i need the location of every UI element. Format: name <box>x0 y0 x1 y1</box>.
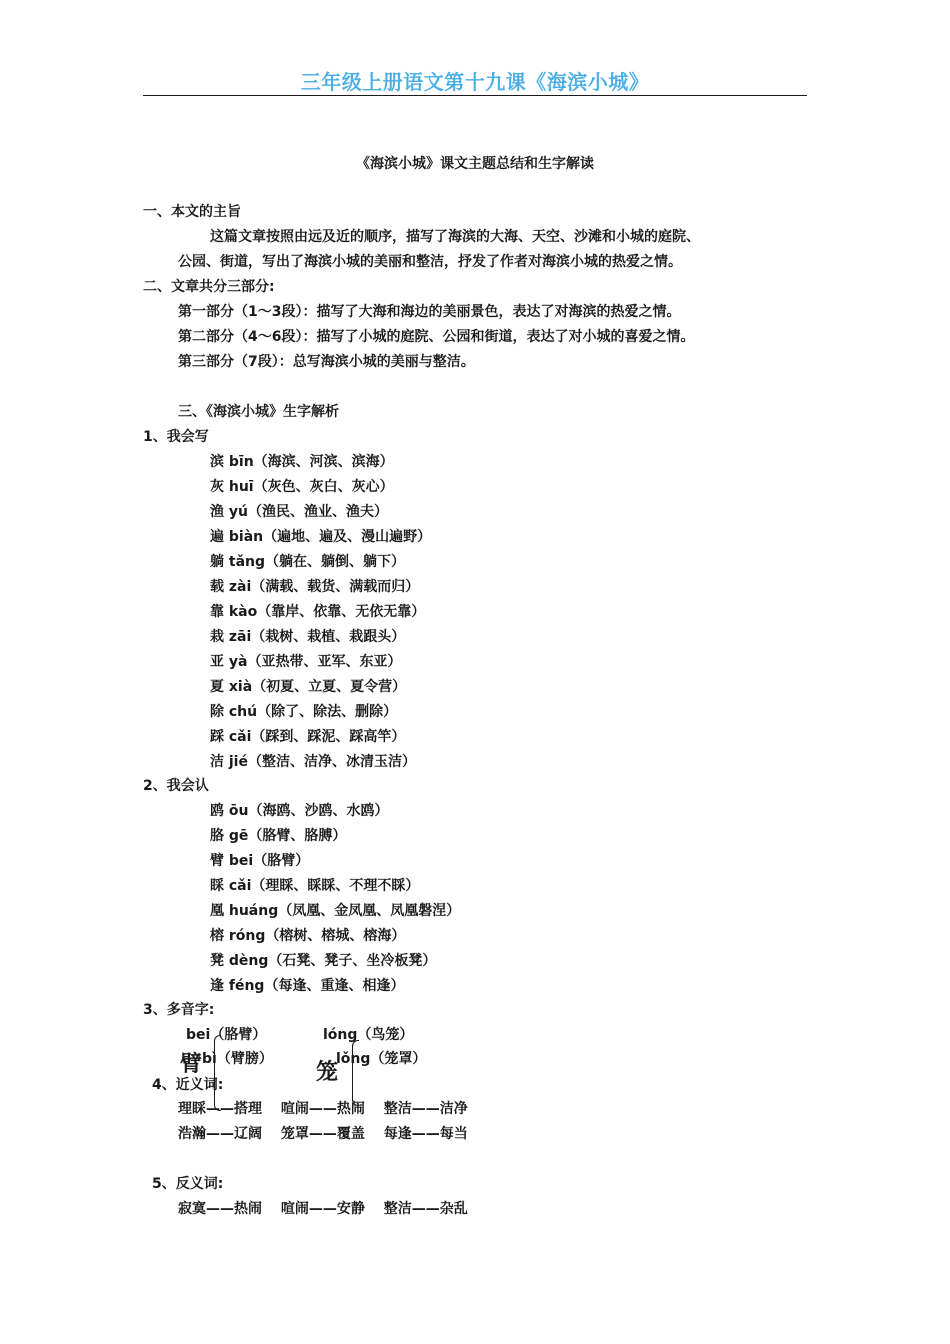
write-item: 除 chú（除了、除法、删除） <box>210 704 398 720</box>
write-item: 靠 kào（靠岸、依靠、无依无靠） <box>210 604 426 620</box>
write-item: 栽 zāi（栽树、栽植、栽跟头） <box>210 629 406 645</box>
synonym-row: 浩瀚——辽阔 笼罩——覆盖 每逢——每当 <box>178 1126 468 1142</box>
synonym-row: 理睬——搭理 喧闹——热闹 整洁——洁净 <box>178 1101 468 1117</box>
read-item: 胳 gē（胳臂、胳膊） <box>210 828 347 844</box>
read-item: 榕 róng（榕树、榕城、榕海） <box>210 928 406 944</box>
polyphone-char2-reading2: lǒng（笼罩） <box>336 1051 427 1067</box>
write-item: 载 zài（满载、载货、满载而归） <box>210 579 420 595</box>
antonym-heading: 5、反义词: <box>152 1176 224 1192</box>
read-item: 凳 dèng（石凳、凳子、坐冷板凳） <box>210 953 437 969</box>
section1-para-line2: 公园、街道，写出了海滨小城的美丽和整洁，抒发了作者对海滨小城的热爱之情。 <box>178 254 682 270</box>
polyphone-char-2: 笼 <box>316 1060 339 1085</box>
section1-heading: 一、本文的主旨 <box>143 204 241 220</box>
write-heading: 1、我会写 <box>143 429 209 445</box>
polyphone-heading: 3、多音字: <box>143 1002 215 1018</box>
section1-para-line1: 这篇文章按照由远及近的顺序，描写了海滨的大海、天空、沙滩和小城的庭院、 <box>210 229 700 245</box>
read-item: 凰 huáng（凤凰、金凤凰、凤凰磐涅） <box>210 903 461 919</box>
polyphone-char-1: 臂 <box>180 1052 203 1077</box>
write-item: 遍 biàn（遍地、遍及、漫山遍野） <box>210 529 432 545</box>
synonym-heading: 4、近义词: <box>152 1077 224 1093</box>
read-item: 鸥 ōu（海鸥、沙鸥、水鸥） <box>210 803 389 819</box>
section2-part3: 第三部分（7段）：总写海滨小城的美丽与整洁。 <box>178 354 475 370</box>
read-item: 臂 bei（胳臂） <box>210 853 310 869</box>
section2-part2: 第二部分（4～6段）：描写了小城的庭院、公园和街道，表达了对小城的喜爱之情。 <box>178 329 695 345</box>
read-item: 逢 féng（每逢、重逢、相逢） <box>210 978 405 994</box>
read-heading: 2、我会认 <box>143 778 209 794</box>
document-subtitle: 《海滨小城》课文主题总结和生字解读 <box>356 156 594 172</box>
write-item: 灰 huī（灰色、灰白、灰心） <box>210 479 394 495</box>
write-item: 滨 bīn（海滨、河滨、滨海） <box>210 454 394 470</box>
read-item: 睬 cǎi（理睬、睬睬、不理不睬） <box>210 878 420 894</box>
antonym-row: 寂寞——热闹 喧闹——安静 整洁——杂乱 <box>178 1201 468 1217</box>
title-divider <box>143 95 807 96</box>
polyphone-char1-reading2: bì（臂膀） <box>202 1051 273 1067</box>
write-item: 夏 xià（初夏、立夏、夏令营） <box>210 679 407 695</box>
write-item: 躺 tǎng（躺在、躺倒、躺下） <box>210 554 406 570</box>
write-item: 亚 yà（亚热带、亚军、东亚） <box>210 654 402 670</box>
section2-part1: 第一部分（1～3段）：描写了大海和海边的美丽景色，表达了对海滨的热爱之情。 <box>178 304 681 320</box>
polyphone-char2-reading1: lóng（鸟笼） <box>323 1027 414 1043</box>
section2-heading: 二、文章共分三部分: <box>143 279 275 295</box>
section3-heading: 三、《海滨小城》生字解析 <box>178 404 339 420</box>
write-item: 踩 cǎi（踩到、踩泥、踩高竿） <box>210 729 406 745</box>
document-title: 三年级上册语文第十九课《海滨小城》 <box>300 70 650 94</box>
write-item: 渔 yú（渔民、渔业、渔夫） <box>210 504 388 520</box>
write-item: 洁 jié（整洁、洁净、冰清玉洁） <box>210 754 416 770</box>
polyphone-char1-reading1: bei（胳臂） <box>186 1027 267 1043</box>
